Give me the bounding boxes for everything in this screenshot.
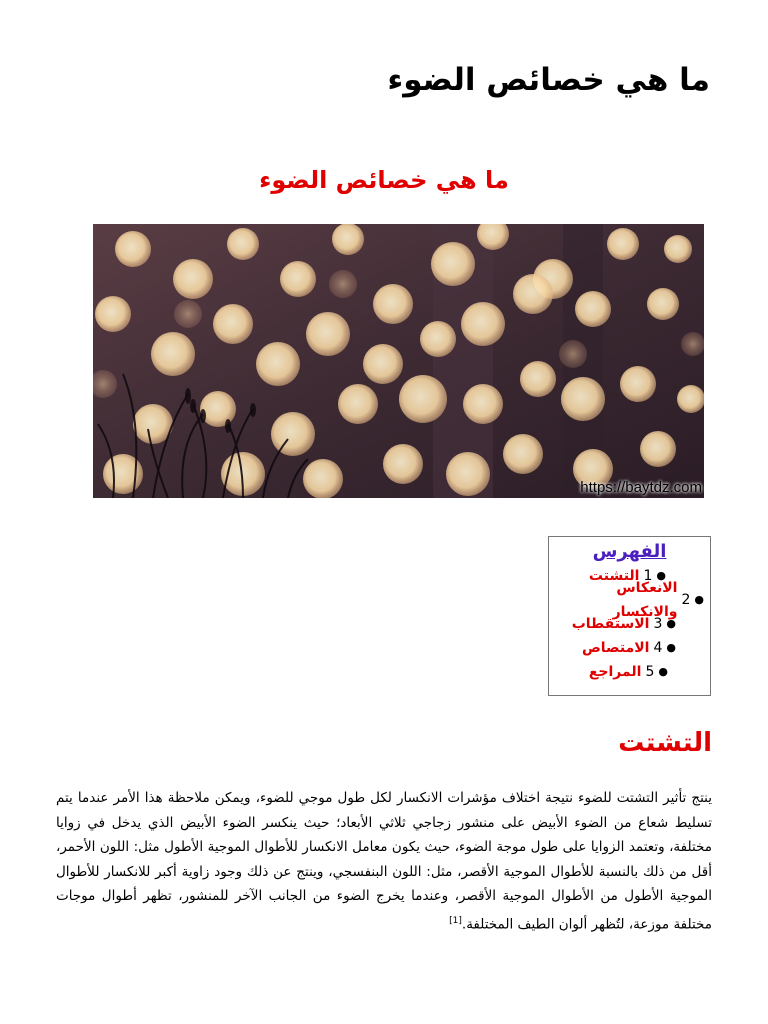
bokeh-orb: [559, 340, 587, 368]
bokeh-orb: [303, 459, 343, 498]
toc-item: [549, 636, 710, 660]
section-paragraph: [56, 786, 712, 937]
toc-link-scattering[interactable]: التشتت: [588, 568, 640, 584]
article-subtitle: ما هي خصائص الضوء: [259, 166, 509, 194]
toc-item-number: 3: [653, 616, 663, 632]
toc-title: الفهرس: [592, 541, 667, 562]
toc-item: [549, 660, 710, 684]
bokeh-orb: [647, 288, 679, 320]
bokeh-orb: [446, 452, 490, 496]
toc-link-polarization[interactable]: الاستقطاب: [571, 616, 650, 632]
toc-item-number: 1: [643, 568, 653, 584]
toc-link-reflection-refraction[interactable]: الانعكاس والانكسار: [612, 580, 678, 620]
bokeh-orb: [399, 375, 447, 423]
page-title: ما هي خصائص الضوء: [387, 62, 710, 98]
bokeh-orb: [329, 270, 357, 298]
bokeh-orb: [520, 361, 556, 397]
bokeh-orb: [213, 304, 253, 344]
bokeh-orb: [332, 224, 364, 255]
toc-link-absorption[interactable]: الامتصاص: [581, 640, 650, 656]
bullet-icon: ●: [658, 665, 668, 678]
bokeh-orb: [200, 391, 236, 427]
bokeh-orb: [664, 235, 692, 263]
bokeh-orb: [461, 302, 505, 346]
bokeh-orb: [227, 228, 259, 260]
bokeh-orb: [513, 274, 553, 314]
toc-item: [549, 612, 710, 636]
bokeh-lights-image: [93, 224, 704, 498]
toc-list: [549, 564, 710, 684]
bokeh-orb: [115, 231, 151, 267]
image-watermark-url: https://baytdz.com: [580, 479, 702, 496]
bullet-icon: ●: [694, 593, 704, 606]
bullet-icon: ●: [656, 569, 666, 582]
bokeh-orb: [431, 242, 475, 286]
bokeh-orb: [173, 259, 213, 299]
bokeh-orb: [271, 412, 315, 456]
bokeh-orb: [363, 344, 403, 384]
citation-link[interactable]: [1]: [449, 915, 462, 926]
bokeh-orb: [463, 384, 503, 424]
bokeh-orb: [561, 377, 605, 421]
section-heading-scattering: التشتت: [618, 728, 712, 758]
bokeh-orb: [620, 366, 656, 402]
paragraph-text: ينتج تأثير التشتت للضوء نتيجة اختلاف مؤشرات الانكسار لكل طول موجي للضوء، ويمكن ملاحظة هذا الأمر عندما يتم تسليط شعاع من الضوء الأبيض على منشور زجاجي ثلاثي الأبعاد؛ حيث ينكسر الضوء الأبيض الذي يدخل في زوايا مختلفة، وتعتمد الزوايا على طول موجة الضوء، حيث يكون معامل الانكسار للأطوال الموجية الأطول مثل: اللون الأحمر، أقل من ذلك بالنسبة للأطوال الموجية الأقصر، مثل: اللون البنفسجي، وينتج عن ذلك وجود زاوية أكبر للانكسار للأطوال الموجية الأطول من الأطوال الموجية الأقصر، وعندما يخرج الضوء من الجانب الآخر للمنشور، تظهر أطوال موجات مختلفة موزعة، لتُظهر ألوان الطيف المختلفة.: [56, 790, 712, 932]
bokeh-orb: [503, 434, 543, 474]
bokeh-orb: [306, 312, 350, 356]
bokeh-orb: [677, 385, 704, 413]
toc-link-references[interactable]: المراجع: [588, 664, 642, 680]
table-of-contents: [548, 536, 711, 696]
bokeh-orb: [95, 296, 131, 332]
bokeh-orb: [338, 384, 378, 424]
bokeh-orb: [280, 261, 316, 297]
bokeh-orb: [575, 291, 611, 327]
toc-item-number: 2: [681, 592, 691, 608]
bullet-icon: ●: [666, 641, 676, 654]
bokeh-orb: [151, 332, 195, 376]
bokeh-lights-illustration: [93, 224, 704, 498]
toc-item-number: 4: [653, 640, 663, 656]
bokeh-orb: [640, 431, 676, 467]
bokeh-orb: [373, 284, 413, 324]
bokeh-orb: [420, 321, 456, 357]
bokeh-orb: [383, 444, 423, 484]
toc-item: [549, 580, 710, 620]
bullet-icon: ●: [666, 617, 676, 630]
bokeh-orb: [681, 332, 704, 356]
bokeh-orb: [174, 300, 202, 328]
toc-item-number: 5: [645, 664, 655, 680]
bokeh-orb: [607, 228, 639, 260]
bokeh-orb: [256, 342, 300, 386]
